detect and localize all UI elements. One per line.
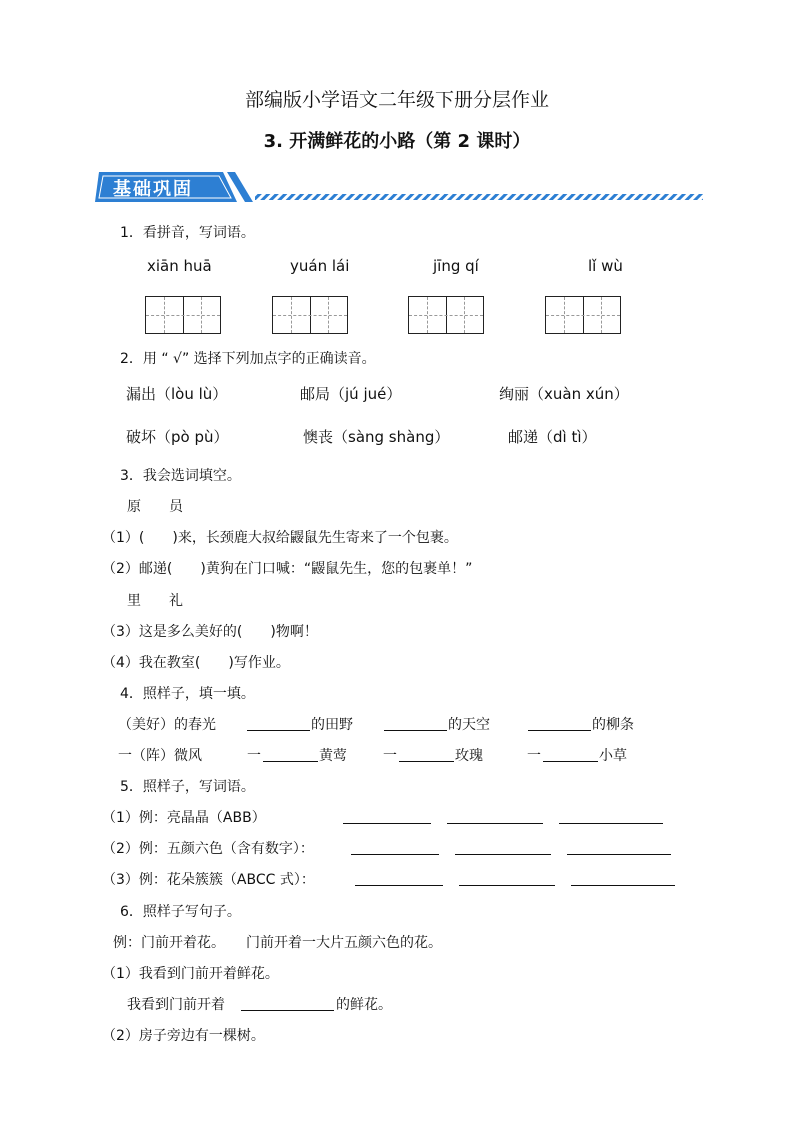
q3-label: 3．我会选词填空。: [120, 468, 241, 484]
q4-blank-2[interactable]: [384, 730, 447, 731]
lesson-subtitle: 3. 开满鲜花的小路（第 2 课时）: [263, 131, 531, 152]
pinyin-3: jīng qí: [433, 257, 479, 275]
q5-1-blank-2[interactable]: [447, 823, 543, 824]
q3-line-4[interactable]: （4）我在教室( )写作业。: [102, 655, 290, 671]
q4-word-3: 的柳条: [592, 717, 634, 733]
q5-1-blank-3[interactable]: [559, 823, 663, 824]
q2-item-6[interactable]: 邮递（dì tì）: [508, 428, 597, 446]
q3-choices-a: 原 员: [127, 499, 183, 515]
q2-item-2[interactable]: 邮局（jú jué）: [300, 385, 402, 403]
q4-yi-2: 一: [383, 748, 397, 764]
q4-label: 4．照样子，填一填。: [120, 686, 255, 702]
section-banner: [95, 170, 705, 204]
tianzige-box-3[interactable]: [408, 296, 484, 334]
tianzige-box-2[interactable]: [272, 296, 348, 334]
q6-answer-1-post: 的鲜花。: [336, 997, 392, 1013]
q4-word-6: 小草: [599, 748, 627, 764]
q6-sentence-1: （1）我看到门前开着鲜花。: [102, 966, 279, 982]
q4-yi-1: 一: [247, 748, 261, 764]
q2-item-5[interactable]: 懊丧（sàng shàng）: [303, 428, 450, 446]
q4-word-2: 的天空: [448, 717, 490, 733]
q5-3-blank-1[interactable]: [355, 885, 443, 886]
q4-blank-6[interactable]: [543, 761, 598, 762]
q6-sentence-2: （2）房子旁边有一棵树。: [102, 1028, 265, 1044]
q3-line-1[interactable]: （1）( )来，长颈鹿大叔给鼹鼠先生寄来了一个包裹。: [102, 530, 458, 546]
q5-2-blank-1[interactable]: [351, 854, 439, 855]
q3-line-2[interactable]: （2）邮递( )黄狗在门口喊：“鼹鼠先生，您的包裹单！”: [102, 561, 473, 577]
q4-blank-1[interactable]: [247, 730, 310, 731]
q5-2-blank-2[interactable]: [455, 854, 551, 855]
q5-item-3: （3）例：花朵簇簇（ABCC 式）：: [102, 872, 315, 888]
q2-item-4[interactable]: 破坏（pò pù）: [126, 428, 229, 446]
q2-item-1[interactable]: 漏出（lòu lù）: [126, 385, 228, 403]
q6-answer-1-blank[interactable]: [241, 1010, 334, 1011]
q4-example-2: 一（阵）微风: [118, 748, 202, 764]
tianzige-box-1[interactable]: [145, 296, 221, 334]
pinyin-1: xiān huā: [147, 257, 212, 275]
q4-example-1: （美好）的春光: [118, 717, 216, 733]
q4-word-1: 的田野: [311, 717, 353, 733]
q3-line-3[interactable]: （3）这是多么美好的( )物啊！: [102, 624, 318, 640]
q4-blank-3[interactable]: [528, 730, 591, 731]
q5-label: 5．照样子，写词语。: [120, 779, 255, 795]
pinyin-4: lǐ wù: [588, 257, 623, 275]
section-label: 基础巩固: [113, 179, 193, 200]
q4-word-4: 黄莺: [319, 748, 347, 764]
q6-answer-1-pre: 我看到门前开着: [127, 997, 225, 1013]
q4-blank-5[interactable]: [399, 761, 454, 762]
q5-item-1: （1）例：亮晶晶（ABB）: [102, 810, 266, 826]
q4-yi-3: 一: [527, 748, 541, 764]
q5-1-blank-1[interactable]: [343, 823, 431, 824]
q5-3-blank-3[interactable]: [571, 885, 675, 886]
pinyin-2: yuán lái: [290, 257, 350, 275]
q6-example: 例：门前开着花。 门前开着一大片五颜六色的花。: [113, 935, 442, 951]
page-title: 部编版小学语文二年级下册分层作业: [244, 89, 549, 111]
q6-label: 6．照样子写句子。: [120, 904, 241, 920]
q2-label: 2．用 “ √” 选择下列加点字的正确读音。: [120, 351, 376, 367]
q3-choices-b: 里 礼: [127, 593, 183, 609]
q1-label: 1．看拼音，写词语。: [120, 225, 255, 241]
q4-blank-4[interactable]: [263, 761, 318, 762]
q5-2-blank-3[interactable]: [567, 854, 671, 855]
tianzige-box-4[interactable]: [545, 296, 621, 334]
q5-item-2: （2）例：五颜六色（含有数字）：: [102, 841, 314, 857]
q4-word-5: 玫瑰: [455, 748, 483, 764]
q5-3-blank-2[interactable]: [459, 885, 555, 886]
q2-item-3[interactable]: 绚丽（xuàn xún）: [499, 385, 629, 403]
